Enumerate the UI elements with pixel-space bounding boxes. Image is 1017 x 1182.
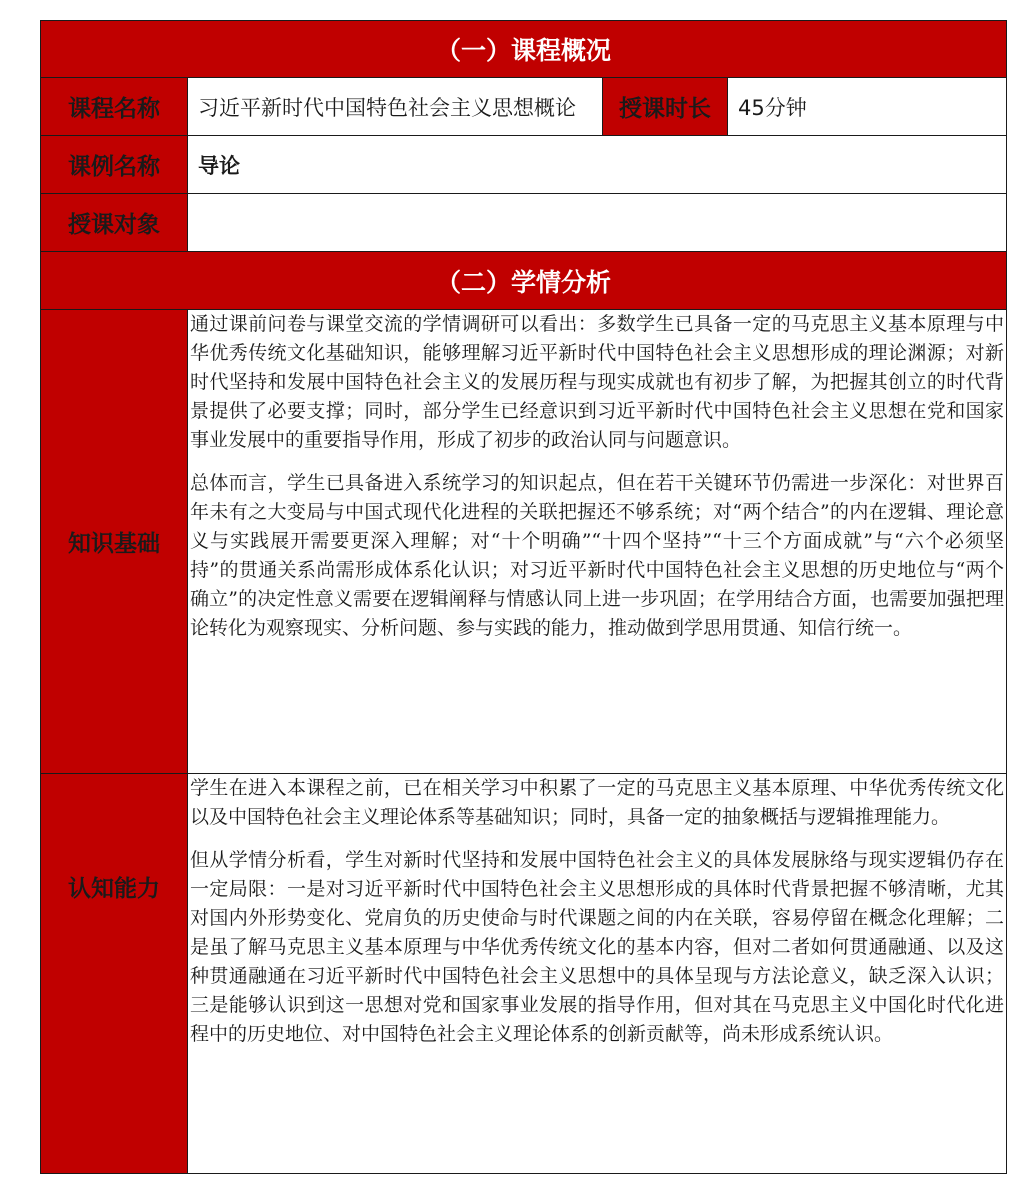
case-name-label: 课例名称 [41, 136, 188, 193]
case-name-value: 导论 [198, 153, 240, 178]
cognition-paragraph: 学生在进入本课程之前，已在相关学习中积累了一定的马克思主义基本原理、中华优秀传统文化以及中国特色社会主义理论体系等基础知识；同时，具备一定的抽象概括与逻辑推理能力。 [190, 777, 1004, 828]
knowledge-paragraph: 总体而言，学生已具备进入系统学习的知识起点，但在若干关键环节仍需进一步深化：对世界百年未有之大变局与中国式现代化进程的关联把握还不够系统；对“两个结合”的内在逻辑、理论意义与实践展开需要更深入理解；对“十个明确”“十四个坚持”“十三个方面成就”与“六个必须坚持”的贯通关系尚需形成体系化认识；对习近平新时代中国特色社会主义思想的历史地位与“两个确立”的决定性意义需要在逻辑阐释与情感认同上进一步巩固；在学用结合方面，也需要加强把理论转化为观察现实、分析问题、参与实践的能力，推动做到学思用贯通、知信行统一。 [190, 472, 1004, 639]
course-name-label: 课程名称 [41, 78, 188, 135]
knowledge-row [40, 310, 1007, 774]
audience-value [188, 194, 1006, 251]
section-title: （二）学情分析 [435, 267, 611, 297]
audience-row [40, 194, 1007, 252]
cognition-content [188, 774, 1006, 1173]
duration-label: 授课时长 [602, 78, 728, 135]
case-name-row [40, 136, 1007, 194]
knowledge-label: 知识基础 [41, 310, 188, 773]
cognition-row [40, 774, 1007, 1174]
section-header-analysis [40, 252, 1007, 310]
duration-value: 45分钟 [738, 95, 807, 120]
cognition-paragraph: 但从学情分析看，学生对新时代坚持和发展中国特色社会主义的具体发展脉络与现实逻辑仍存在一定局限：一是对习近平新时代中国特色社会主义思想形成的具体时代背景把握不够清晰，尤其对国内外形势变化、党肩负的历史使命与时代课题之间的内在关联，容易停留在概念化理解；二是虽了解马克思主义基本原理与中华优秀传统文化的基本内容，但对二者如何贯通融通、以及这种贯通融通在习近平新时代中国特色社会主义思想中的具体呈现与方法论意义，缺乏深入认识；三是能够认识到这一思想对党和国家事业发展的指导作用，但对其在马克思主义中国化时代化进程中的历史地位、对中国特色社会主义理论体系的创新贡献等，尚未形成系统认识。 [190, 849, 1004, 1045]
knowledge-content [188, 310, 1006, 773]
cognition-label: 认知能力 [41, 774, 188, 1173]
course-plan-sheet [40, 20, 1007, 1174]
knowledge-paragraph: 通过课前问卷与课堂交流的学情调研可以看出：多数学生已具备一定的马克思主义基本原理与中华优秀传统文化基础知识，能够理解习近平新时代中国特色社会主义思想形成的理论渊源；对新时代坚持和发展中国特色社会主义的发展历程与现实成就也有初步了解，为把握其创立的时代背景提供了必要支撑；同时，部分学生已经意识到习近平新时代中国特色社会主义思想在党和国家事业发展中的重要指导作用，形成了初步的政治认同与问题意识。 [190, 313, 1004, 451]
section-title: （一）课程概况 [435, 36, 611, 65]
section-header-overview [40, 20, 1007, 78]
course-name-row [40, 78, 1007, 136]
audience-label: 授课对象 [41, 194, 188, 251]
course-name-value: 习近平新时代中国特色社会主义思想概论 [198, 95, 576, 120]
